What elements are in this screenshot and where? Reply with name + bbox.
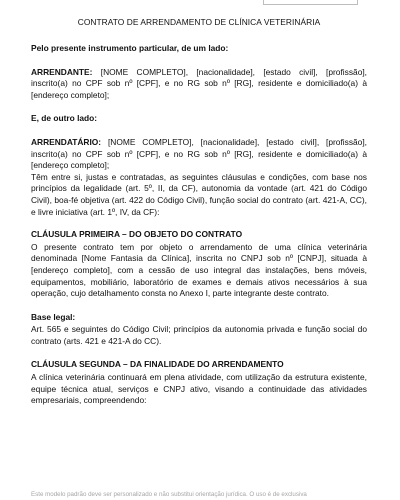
principles-paragraph: Têm entre si, justas e contratadas, as seguintes cláusulas e condições, com base nos princípios da legalidade (art. 5º, II, da CF), autonomia da vontade (art. 421 do Código Civil), boa-fé objetiva (art. 422 do Código Civil), função social do contrato (art. 421-A, CC), e livre iniciativa (art. 1º, IV, da CF): bbox=[31, 171, 367, 217]
arrendatario-text: [NOME COMPLETO], [nacionalidade], [estado civil], [profissão], inscrito(a) no CPF sob nº [CPF], e no RG sob nº [RG], residente e domiciliado(a) à [endereço completo]; bbox=[31, 136, 367, 171]
arrendante-text: [NOME COMPLETO], [nacionalidade], [estado civil], [profissão], inscrito(a) no CPF sob nº [CPF], e no RG sob nº [RG], residente e domiciliado(a) à [endereço completo]; bbox=[31, 66, 368, 100]
arrendatario-paragraph bbox=[31, 137, 367, 172]
top-frame bbox=[263, 0, 358, 5]
footer-disclaimer: Este modelo padrão deve ser personalizado e não substitui orientação jurídica. O uso é de exclusiva bbox=[31, 491, 307, 498]
clause-2-heading: CLÁUSULA SEGUNDA – DA FINALIDADE DO ARRENDAMENTO bbox=[31, 359, 284, 370]
arrendante-paragraph bbox=[31, 67, 367, 102]
intro-paragraph: Pelo presente instrumento particular, de um lado: bbox=[31, 43, 229, 53]
arrendante-label: ARRENDANTE: bbox=[31, 66, 93, 77]
other-side-paragraph: E, de outro lado: bbox=[31, 113, 98, 124]
clause-2-text: A clínica veterinária continuará em plena atividade, com utilização da estrutura existente, equipe técnica atual, serviços e CNPJ ativo, visando a continuidade das atividades empresariais, compreendendo: bbox=[31, 372, 367, 406]
document-title: CONTRATO DE ARRENDAMENTO DE CLÍNICA VETERINÁRIA bbox=[77, 17, 321, 27]
contract-document bbox=[31, 17, 367, 407]
legal-basis-text: Art. 565 e seguintes do Código Civil; princípios da autonomia privada e função social do contrato (arts. 421 e 421-A do CC). bbox=[31, 324, 367, 346]
legal-basis-heading: Base legal: bbox=[31, 311, 76, 322]
clause-1-text: O presente contrato tem por objeto o arrendamento de uma clínica veterinária denominada [Nome Fantasia da Clínica], inscrita no CNPJ sob nº [CNPJ], situada à [endereço completo], com a cessão de uso integral das instalações, bens móveis, equipamentos, mobiliário, laboratório de exames e demais ativos necessários à sua operação, cujo detalhamento consta no Anexo I, parte integrante deste contrato. bbox=[31, 241, 367, 299]
arrendatario-label: ARRENDATÁRIO: bbox=[31, 136, 102, 147]
clause-1-heading: CLÁUSULA PRIMEIRA – DO OBJETO DO CONTRATO bbox=[31, 229, 243, 240]
